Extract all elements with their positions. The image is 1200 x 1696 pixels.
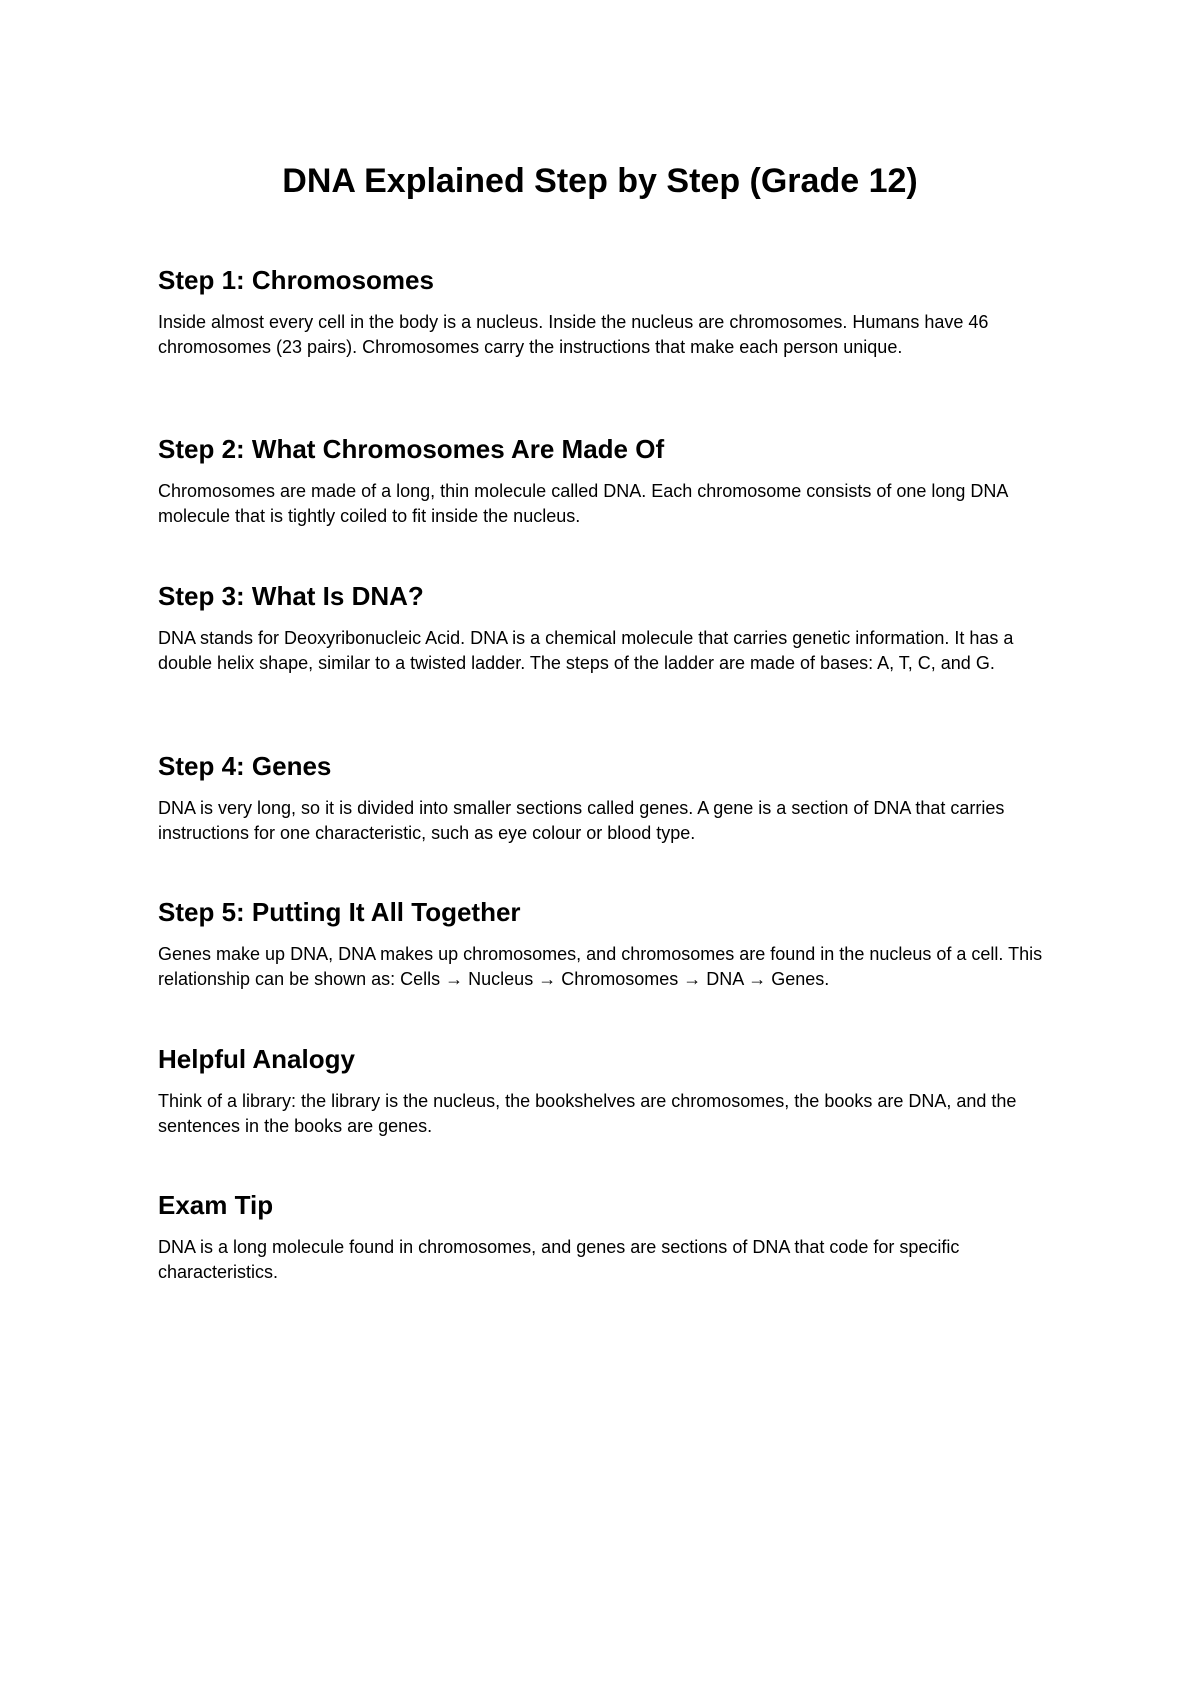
section-body: DNA is very long, so it is divided into smaller sections called genes. A gene is a section of DNA that carries instructions for one characteristic, such as eye colour or blood type. <box>158 798 1005 843</box>
page-title: DNA Explained Step by Step (Grade 12) <box>282 162 918 200</box>
section-heading: Step 3: What Is DNA? <box>158 581 424 611</box>
section-body: Think of a library: the library is the nucleus, the bookshelves are chromosomes, the books are DNA, and the sentences in the books are genes. <box>158 1091 1017 1136</box>
section-heading: Step 1: Chromosomes <box>158 265 434 295</box>
section-heading: Helpful Analogy <box>158 1044 355 1074</box>
section-heading: Step 2: What Chromosomes Are Made Of <box>158 434 665 464</box>
section-body: DNA stands for Deoxyribonucleic Acid. DNA is a chemical molecule that carries genetic information. It has a double helix shape, similar to a twisted ladder. The steps of the ladder are made of bases: A, T, C, and G. <box>158 628 1014 673</box>
section-helpful-analogy <box>158 1043 1058 1139</box>
section-exam-tip <box>158 1189 1058 1285</box>
section-body: Inside almost every cell in the body is a nucleus. Inside the nucleus are chromosomes. Humans have 46 chromosomes (23 pairs). Chromosomes carry the instructions that make each person unique. <box>158 312 989 357</box>
section-heading: Exam Tip <box>158 1190 274 1220</box>
section-heading: Step 5: Putting It All Together <box>158 897 521 927</box>
section-body: DNA is a long molecule found in chromosomes, and genes are sections of DNA that code for specific characteristics. <box>158 1237 960 1282</box>
section-body: Genes make up DNA, DNA makes up chromosomes, and chromosomes are found in the nucleus of a cell. This relationship can be shown as: Cells → Nucleus → Chromosomes → DNA → Genes. <box>158 944 1043 989</box>
section-step-5 <box>158 896 1058 992</box>
section-heading: Step 4: Genes <box>158 751 332 781</box>
section-step-1 <box>158 264 1058 360</box>
section-step-2 <box>158 433 1058 529</box>
section-step-4 <box>158 750 1058 846</box>
section-step-3 <box>158 580 1058 676</box>
section-body: Chromosomes are made of a long, thin molecule called DNA. Each chromosome consists of one long DNA molecule that is tightly coiled to fit inside the nucleus. <box>158 481 1008 526</box>
